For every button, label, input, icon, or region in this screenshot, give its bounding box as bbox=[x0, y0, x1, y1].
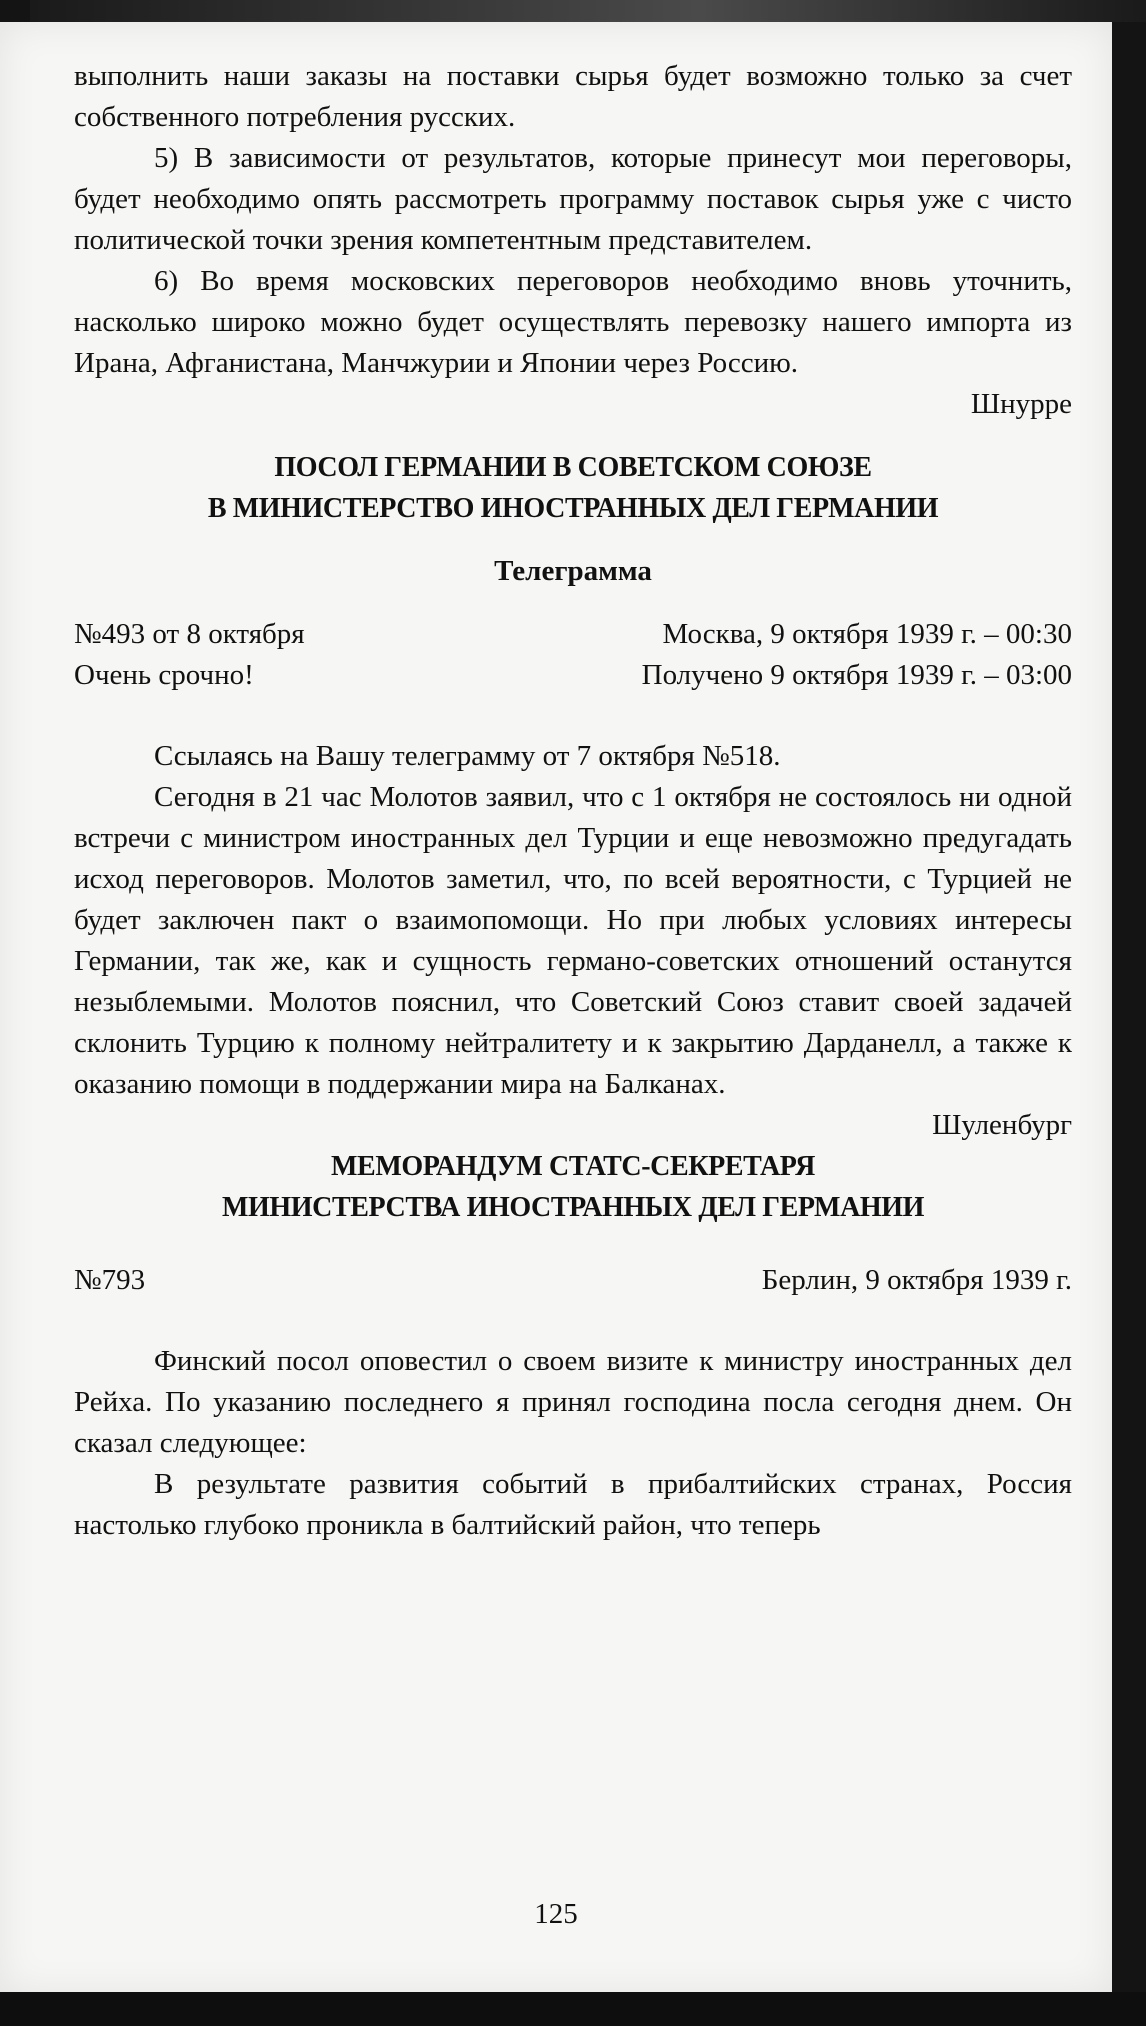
point-5-paragraph: 5) В зависимости от результатов, которые принесут мои переговоры, будет необходимо опять рассмотреть программу поставок сырья уже с чисто политической точки зрения компетентным представителем. bbox=[74, 142, 1072, 256]
section2-heading-line1: ПОСОЛ ГЕРМАНИИ В СОВЕТСКОМ СОЮЗЕ bbox=[274, 452, 872, 483]
section2-heading-line2: В МИНИСТЕРСТВО ИНОСТРАННЫХ ДЕЛ ГЕРМАНИИ bbox=[207, 493, 939, 524]
signature-schnurre: Шнурре bbox=[970, 388, 1072, 420]
telegram-received: Получено 9 октября 1939 г. – 03:00 bbox=[641, 659, 1072, 691]
telegram-place-date: Москва, 9 октября 1939 г. – 00:30 bbox=[662, 618, 1072, 650]
page-number: 125 bbox=[534, 1898, 578, 1930]
intro-paragraph: выполнить наши заказы на поставки сырья будет возможно только за счет собственного потребления русских. bbox=[74, 60, 1072, 133]
telegram-label: Телеграмма bbox=[494, 555, 652, 587]
scan-top-edge bbox=[30, 0, 1146, 22]
book-page bbox=[0, 22, 1112, 1994]
memo-paragraph-2: В результате развития событий в прибалтийских странах, Россия настолько глубоко проникла в балтийский район, что теперь bbox=[74, 1468, 1072, 1541]
telegram-urgency: Очень срочно! bbox=[74, 659, 254, 691]
telegram-number: №493 от 8 октября bbox=[74, 618, 305, 650]
memo-meta-row bbox=[74, 1260, 1072, 1301]
signature-schulenburg: Шуленбург bbox=[932, 1109, 1072, 1141]
memo-paragraph-1: Финский посол оповестил о своем визите к министру иностранных дел Рейха. По указанию последнего я принял господина посла сегодня днем. Он сказал следующее: bbox=[74, 1345, 1072, 1459]
point-6-paragraph: 6) Во время московских переговоров необходимо вновь уточнить, насколько широко можно будет осуществлять перевозку нашего импорта из Ирана, Афганистана, Манчжурии и Японии через Россию. bbox=[74, 265, 1072, 379]
scan-bottom-edge bbox=[0, 1992, 1146, 2026]
section3-heading-line2: МИНИСТЕРСТВА ИНОСТРАННЫХ ДЕЛ ГЕРМАНИИ bbox=[221, 1192, 925, 1223]
telegram-reference: Ссылаясь на Вашу телеграмму от 7 октября №518. bbox=[154, 740, 781, 772]
telegram-meta-row-2 bbox=[74, 655, 1072, 696]
memo-number: №793 bbox=[74, 1264, 146, 1296]
page-text bbox=[74, 56, 1072, 1546]
memo-place-date: Берлин, 9 октября 1939 г. bbox=[761, 1264, 1072, 1296]
section3-heading-line1: МЕМОРАНДУМ СТАТС-СЕКРЕТАРЯ bbox=[331, 1151, 815, 1182]
telegram-meta-row-1 bbox=[74, 614, 1072, 655]
telegram-body: Сегодня в 21 час Молотов заявил, что с 1 октября не состоялось ни одной встречи с министром иностранных дел Турции и еще невозможно предугадать исход переговоров. Молотов заметил, что, по всей вероятности, с Турцией не будет заключен пакт о взаимопомощи. Но при любых условиях интересы Германии, так же, как и сущность германо-советских отношений останутся незыблемыми. Молотов пояснил, что Советский Союз ставит своей задачей склонить Турцию к полному нейтралитету и к закрытию Дарданелл, а также к оказанию помощи в поддержании мира на Балканах. bbox=[74, 781, 1072, 1100]
